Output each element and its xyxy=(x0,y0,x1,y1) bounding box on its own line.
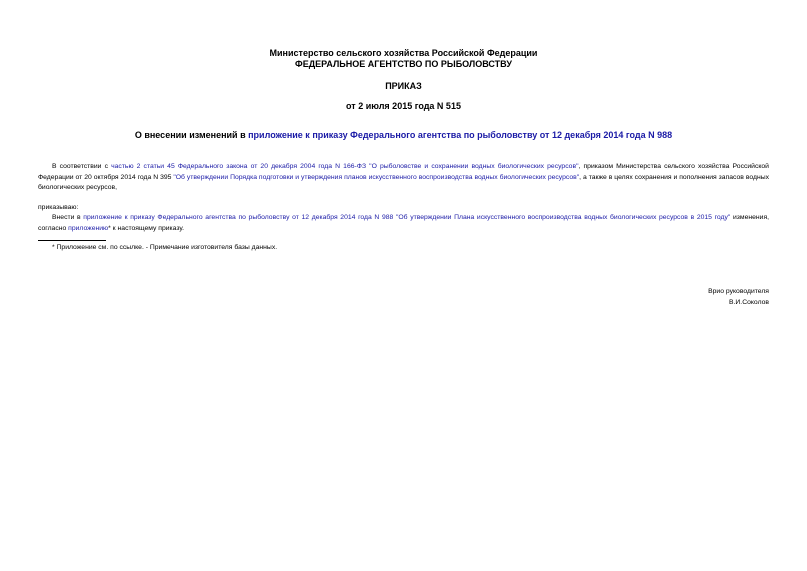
appendix-link[interactable]: приложению xyxy=(68,224,109,232)
procedure-link[interactable]: "Об утверждении Порядка подготовки и утверждения планов искусственного воспроизводства водных биологических ресурсов" xyxy=(173,173,580,181)
title-prefix: О внесении изменений в xyxy=(134,130,249,140)
appendix-order-link[interactable]: приложение к приказу Федерального агентства по рыболовству от 12 декабря 2014 года N 988 "Об утверждении Плана искусственного воспроизводства водных биологических ресурсов в 2015 году" xyxy=(83,214,731,221)
law-link[interactable]: частью 2 статьи 45 Федерального закона от 20 декабря 2004 года N 166-ФЗ "О рыболовстве и сохранении водных биологических ресурсов" xyxy=(111,163,579,170)
preamble-text-3: , а также в целях сохранения и пополнения запасов водных биологических ресурсов, xyxy=(38,173,769,191)
agency-name: ФЕДЕРАЛЬНОЕ АГЕНТСТВО ПО РЫБОЛОВСТВУ xyxy=(295,59,512,69)
footnote: * Приложение см. по ссылке. - Примечание изготовителя базы данных. xyxy=(52,244,278,251)
title-link[interactable]: приложение к приказу Федерального агентства по рыболовству от 12 декабря 2014 года N 988 xyxy=(248,130,673,140)
order-paragraph xyxy=(38,213,769,234)
document-title xyxy=(0,130,807,141)
order-text-3: * к настоящему приказу. xyxy=(108,224,185,232)
footnote-divider xyxy=(38,240,106,241)
signature-position: Врио руководителя xyxy=(708,288,769,295)
preamble-text-2: , приказом Министерства сельского хозяйства Российской Федерации от 20 октября 2014 года N 395 xyxy=(38,163,769,181)
order-text-2: изменения, согласно xyxy=(38,214,770,232)
order-text-1: Внести в xyxy=(52,214,84,221)
preamble-paragraph xyxy=(38,162,769,194)
document-type: ПРИКАЗ xyxy=(385,81,422,91)
ministry-name: Министерство сельского хозяйства Российской Федерации xyxy=(269,48,538,58)
preamble-text-1: В соответствии с xyxy=(52,163,112,170)
document-date-number: от 2 июля 2015 года N 515 xyxy=(346,101,461,111)
order-word: приказываю: xyxy=(38,204,79,211)
signature-name: В.И.Соколов xyxy=(729,299,769,306)
